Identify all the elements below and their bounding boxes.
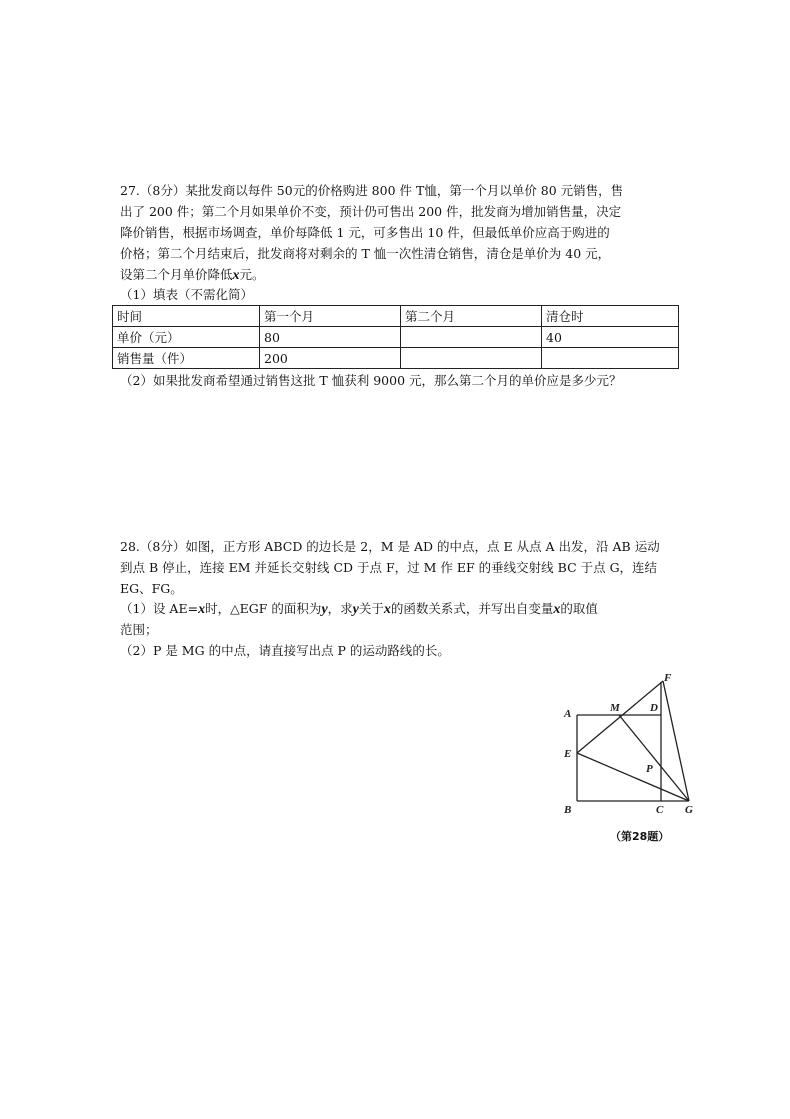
table-cell: 销售量（件）: [113, 348, 260, 369]
label-b: B: [564, 804, 572, 816]
label-f: F: [664, 672, 672, 684]
table-cell: [542, 348, 679, 369]
var-x: x: [553, 602, 561, 617]
figure-caption: （第28题）: [610, 830, 670, 843]
table-cell: 80: [260, 327, 401, 348]
table-row: [113, 327, 679, 348]
q28-part1-line-2: 范围；: [120, 622, 158, 637]
q27-line-2: 出了 200 件；第二个月如果单价不变，预计仍可售出 200 件，批发商为增加销售量，决定: [120, 204, 622, 219]
q27-line-5-post: 元。: [239, 267, 265, 282]
q27-line-1: 27.（8分）某批发商以每件 50元的价格购进 800 件 T恤，第一个月以单价 80 元销售，售: [120, 183, 624, 198]
label-c: C: [656, 804, 664, 816]
segment-mg: [619, 715, 689, 801]
segment-eg: [577, 753, 689, 801]
text: （1）设 AE=: [120, 601, 199, 616]
text: 的取值: [560, 601, 598, 616]
label-g: G: [685, 804, 693, 816]
q28-line-2: 到点 B 停止，连接 EM 并延长交射线 CD 于点 F，过 M 作 EF 的垂线交射线 BC 于点 G，连结: [120, 560, 658, 575]
var-y: y: [321, 602, 328, 617]
q27-part1: （1）填表（不需化简）: [120, 287, 253, 302]
var-x: x: [232, 268, 240, 283]
var-x: x: [198, 602, 206, 617]
text: 时，△EGF 的面积为: [205, 601, 322, 616]
table-header-row: [113, 306, 679, 327]
label-m: M: [610, 702, 620, 714]
segment-fg: [663, 681, 689, 801]
var-x: x: [383, 602, 391, 617]
label-e: E: [564, 748, 572, 760]
q28-part2: （2）P 是 MG 的中点，请直接写出点 P 的运动路线的长。: [120, 643, 450, 658]
label-d: D: [650, 702, 658, 714]
table-header-cell: 第一个月: [260, 306, 401, 327]
label-a: A: [564, 708, 572, 720]
q28-part1-line-1: [120, 601, 598, 618]
geometry-figure: [552, 665, 732, 850]
q28-line-1: 28.（8分）如图，正方形 ABCD 的边长是 2，M 是 AD 的中点，点 E 从点 A 出发，沿 AB 运动: [120, 539, 660, 554]
text: ，求: [327, 601, 353, 616]
table-header-cell: 清仓时: [542, 306, 679, 327]
q28-line-3: EG、FG。: [120, 581, 183, 596]
table-header-cell: 第二个月: [401, 306, 542, 327]
text: 的函数关系式，并写出自变量: [390, 601, 554, 616]
text: 关于: [358, 601, 384, 616]
label-p: P: [646, 763, 653, 775]
table-cell: 40: [542, 327, 679, 348]
table-cell: [401, 327, 542, 348]
q27-line-4: 价格；第二个月结束后，批发商将对剩余的 T 恤一次性清仓销售，清仓是单价为 40 元，: [120, 246, 611, 261]
table-row: [113, 348, 679, 369]
q27-line-3: 降价销售，根据市场调查，单价每降低 1 元，可多售出 10 件，但最低单价应高于购进的: [120, 225, 610, 240]
q27-part2: （2）如果批发商希望通过销售这批 T 恤获利 9000 元，那么第二个月的单价应是多少元？: [120, 373, 622, 388]
table-cell: [401, 348, 542, 369]
table-cell: 200: [260, 348, 401, 369]
table-cell: 单价（元）: [113, 327, 260, 348]
q27-line-5-pre: 设第二个月单价降低: [120, 267, 233, 282]
q27-line-5: [120, 267, 265, 284]
fill-table: [112, 305, 679, 369]
table-header-cell: 时间: [113, 306, 260, 327]
var-y: y: [352, 602, 359, 617]
